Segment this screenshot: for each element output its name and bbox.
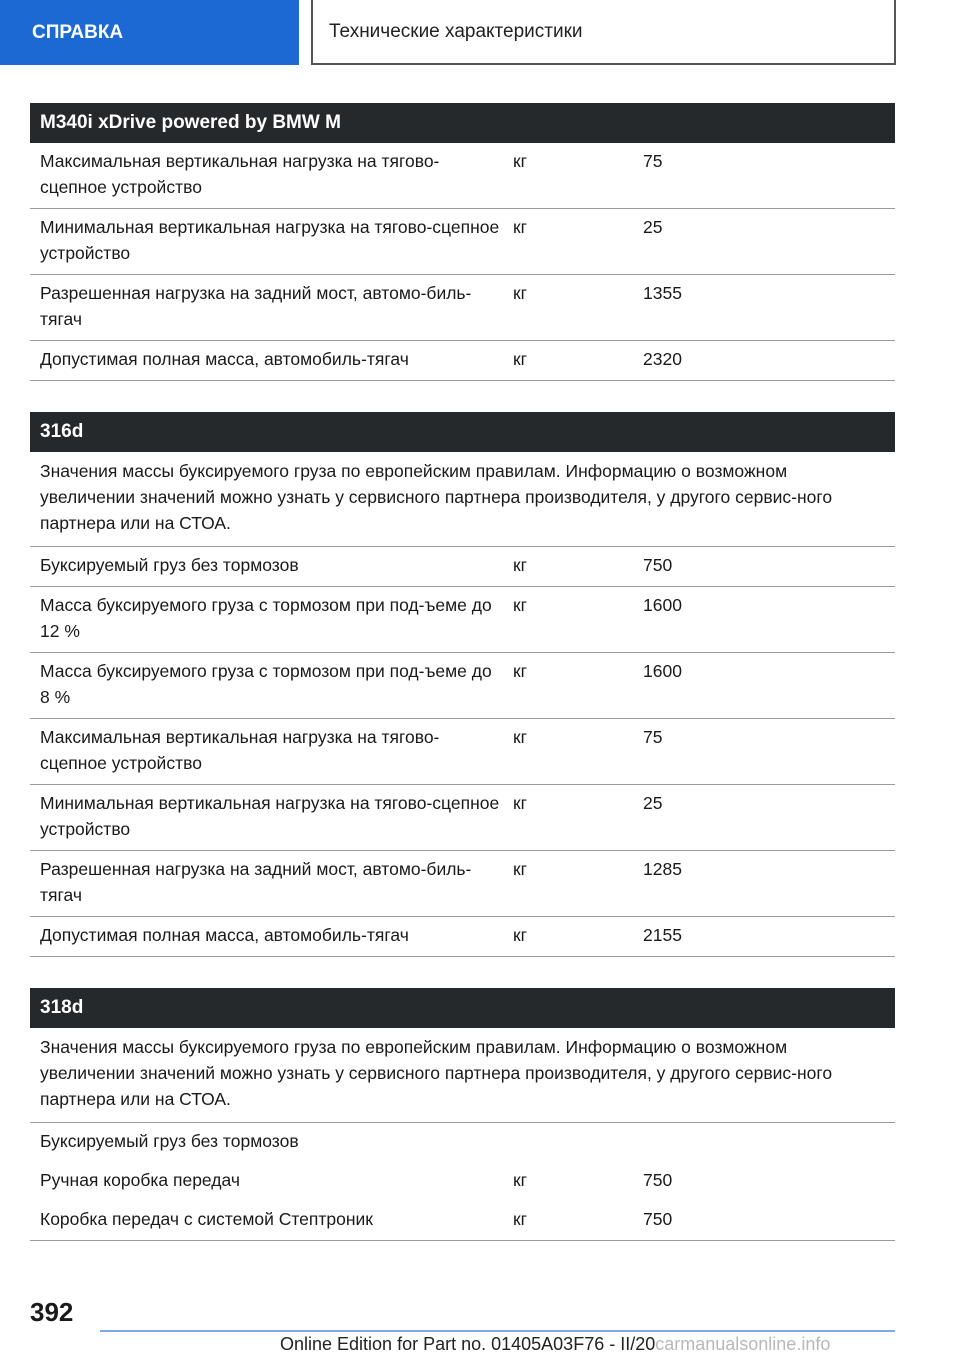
row-label: Буксируемый груз без тормозов [40, 555, 299, 575]
section-heading: M340i xDrive powered by BMW M [30, 103, 895, 143]
footer-edition [280, 1334, 830, 1355]
row-label: Максимальная вертикальная нагрузка на тягово-сцепное устройство [40, 727, 440, 773]
row-value: 25 [643, 217, 663, 237]
row-value: 75 [643, 727, 663, 747]
row-unit: кг [513, 661, 528, 681]
row-value: 750 [643, 1209, 673, 1229]
row-label: Минимальная вертикальная нагрузка на тягово-сцепное устройство [40, 217, 500, 263]
row-unit: кг [513, 283, 528, 303]
table-row [30, 341, 895, 381]
row-unit: кг [513, 151, 528, 171]
footer-watermark[interactable]: carmanualsonline.info [655, 1334, 831, 1354]
row-unit: кг [513, 349, 528, 369]
section-m340i [30, 103, 895, 381]
row-value: 2320 [643, 349, 682, 369]
table-row [30, 719, 895, 785]
row-label: Допустимая полная масса, автомобиль-тягач [40, 349, 409, 369]
header-title-box [311, 0, 896, 65]
spec-content [30, 103, 895, 1272]
table-row [30, 917, 895, 957]
row-unit: кг [513, 555, 528, 575]
row-value: 1600 [643, 661, 682, 681]
table-row [30, 587, 895, 653]
page-number: 392 [30, 1297, 74, 1327]
row-value: 75 [643, 151, 663, 171]
section-316d [30, 412, 895, 957]
section-heading: 316d [30, 412, 895, 452]
table-row [30, 209, 895, 275]
table-row [30, 653, 895, 719]
header-section-label: СПРАВКА [32, 21, 124, 43]
row-subheading: Буксируемый груз без тормозов [40, 1131, 299, 1151]
row-value: 2155 [643, 925, 682, 945]
row-unit: кг [513, 595, 528, 615]
row-unit: кг [513, 217, 528, 237]
table-row [30, 275, 895, 341]
row-unit: кг [513, 1170, 528, 1190]
row-unit: кг [513, 793, 528, 813]
footer-divider [100, 1330, 895, 1332]
row-value: 1355 [643, 283, 682, 303]
row-unit: кг [513, 859, 528, 879]
section-318d [30, 988, 895, 1241]
footer-edition-text: Online Edition for Part no. 01405A03F76 - II/20 [280, 1334, 656, 1354]
row-value: 750 [643, 555, 673, 575]
row-value: 1285 [643, 859, 682, 879]
table-row [30, 1162, 895, 1201]
row-label: Минимальная вертикальная нагрузка на тягово-сцепное устройство [40, 793, 500, 839]
table-row [30, 1201, 895, 1241]
row-value: 1600 [643, 595, 682, 615]
row-label: Допустимая полная масса, автомобиль-тягач [40, 925, 409, 945]
table-subheading-row [30, 1123, 895, 1162]
row-value: 750 [643, 1170, 673, 1190]
row-unit: кг [513, 925, 528, 945]
table-row [30, 785, 895, 851]
table-row [30, 851, 895, 917]
table-row [30, 143, 895, 209]
row-unit: кг [513, 1209, 528, 1229]
row-label: Разрешенная нагрузка на задний мост, автомо-биль-тягач [40, 283, 472, 329]
row-label: Коробка передач с системой Стептроник [40, 1209, 373, 1229]
section-note: Значения массы буксируемого груза по европейским правилам. Информацию о возможном увеличении значений можно узнать у сервисного партнера производителя, у другого сервис-ного партнера или на СТОА. [30, 452, 895, 547]
header-title-label: Технические характеристики [329, 20, 583, 42]
row-label: Масса буксируемого груза с тормозом при под-ъеме до 12 % [40, 595, 492, 641]
header-section-tab [0, 0, 299, 65]
row-label: Масса буксируемого груза с тормозом при под-ъеме до 8 % [40, 661, 492, 707]
table-row [30, 547, 895, 587]
row-label: Разрешенная нагрузка на задний мост, автомо-биль-тягач [40, 859, 472, 905]
row-unit: кг [513, 727, 528, 747]
row-value: 25 [643, 793, 663, 813]
row-label: Максимальная вертикальная нагрузка на тягово-сцепное устройство [40, 151, 440, 197]
row-label: Ручная коробка передач [40, 1170, 240, 1190]
section-heading: 318d [30, 988, 895, 1028]
section-note: Значения массы буксируемого груза по европейским правилам. Информацию о возможном увеличении значений можно узнать у сервисного партнера производителя, у другого сервис-ного партнера или на СТОА. [30, 1028, 895, 1123]
